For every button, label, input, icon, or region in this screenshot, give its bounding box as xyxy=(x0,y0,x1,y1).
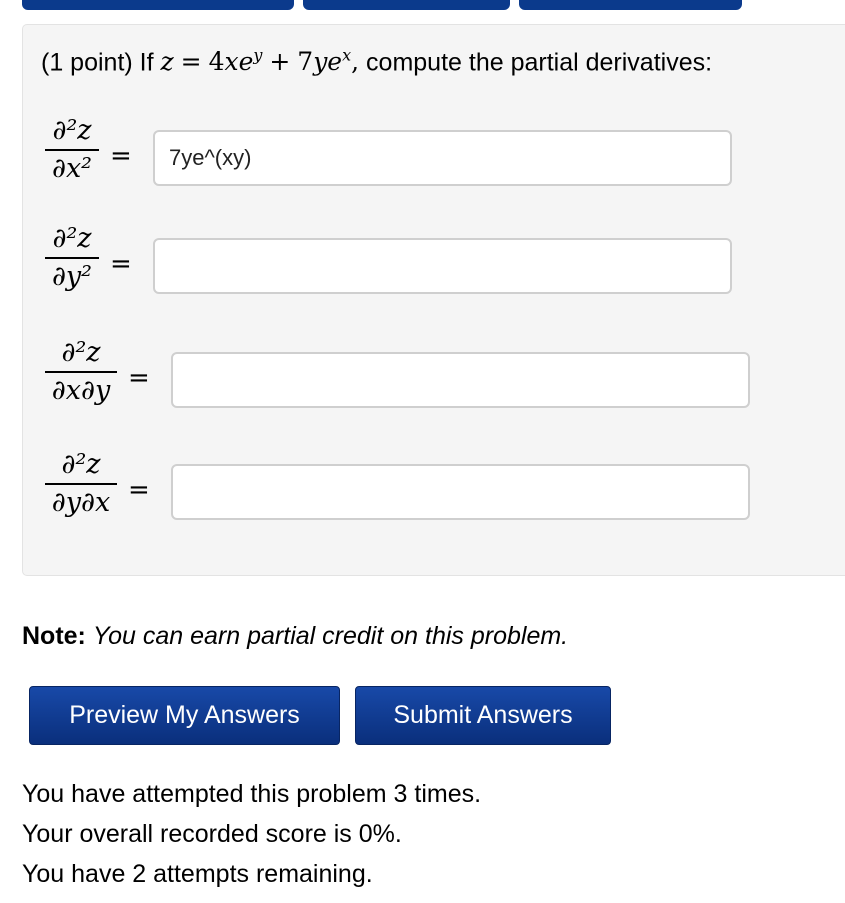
top-button-1[interactable] xyxy=(22,0,294,10)
attempts-status: You have attempted this problem 3 times. xyxy=(22,780,482,808)
equals-sign: = xyxy=(110,249,132,279)
derivative-xy-fraction: ∂²z ∂x∂y xyxy=(45,338,117,406)
derivative-yy-fraction: ∂²z ∂y² xyxy=(45,224,99,292)
answer-input-xy[interactable] xyxy=(171,352,750,408)
derivative-xx-fraction: ∂²z ∂x² xyxy=(45,116,99,184)
remaining-status: You have 2 attempts remaining. xyxy=(22,860,373,888)
answer-input-xx[interactable] xyxy=(153,130,732,186)
equation: $z = 4xe^y + 7ye^x$, xyxy=(160,46,360,77)
problem-statement xyxy=(41,46,712,77)
answer-input-yx[interactable] xyxy=(171,464,750,520)
note-label: Note: xyxy=(22,622,86,650)
answer-input-yy[interactable] xyxy=(153,238,732,294)
points-label: (1 point) xyxy=(41,48,133,77)
equals-sign: = xyxy=(128,475,150,505)
top-button-2[interactable] xyxy=(303,0,510,10)
note-text: You can earn partial credit on this problem. xyxy=(92,622,569,650)
statement-prefix: If xyxy=(139,48,154,77)
derivative-yx-fraction: ∂²z ∂y∂x xyxy=(45,450,117,518)
submit-answers-button[interactable]: Submit Answers xyxy=(355,686,611,745)
partial-credit-note xyxy=(22,622,568,651)
score-status: Your overall recorded score is 0%. xyxy=(22,820,402,848)
preview-answers-button[interactable]: Preview My Answers xyxy=(29,686,340,745)
equals-sign: = xyxy=(110,141,132,171)
statement-suffix: compute the partial derivatives: xyxy=(366,48,713,77)
top-button-3[interactable] xyxy=(519,0,742,10)
equals-sign: = xyxy=(128,363,150,393)
